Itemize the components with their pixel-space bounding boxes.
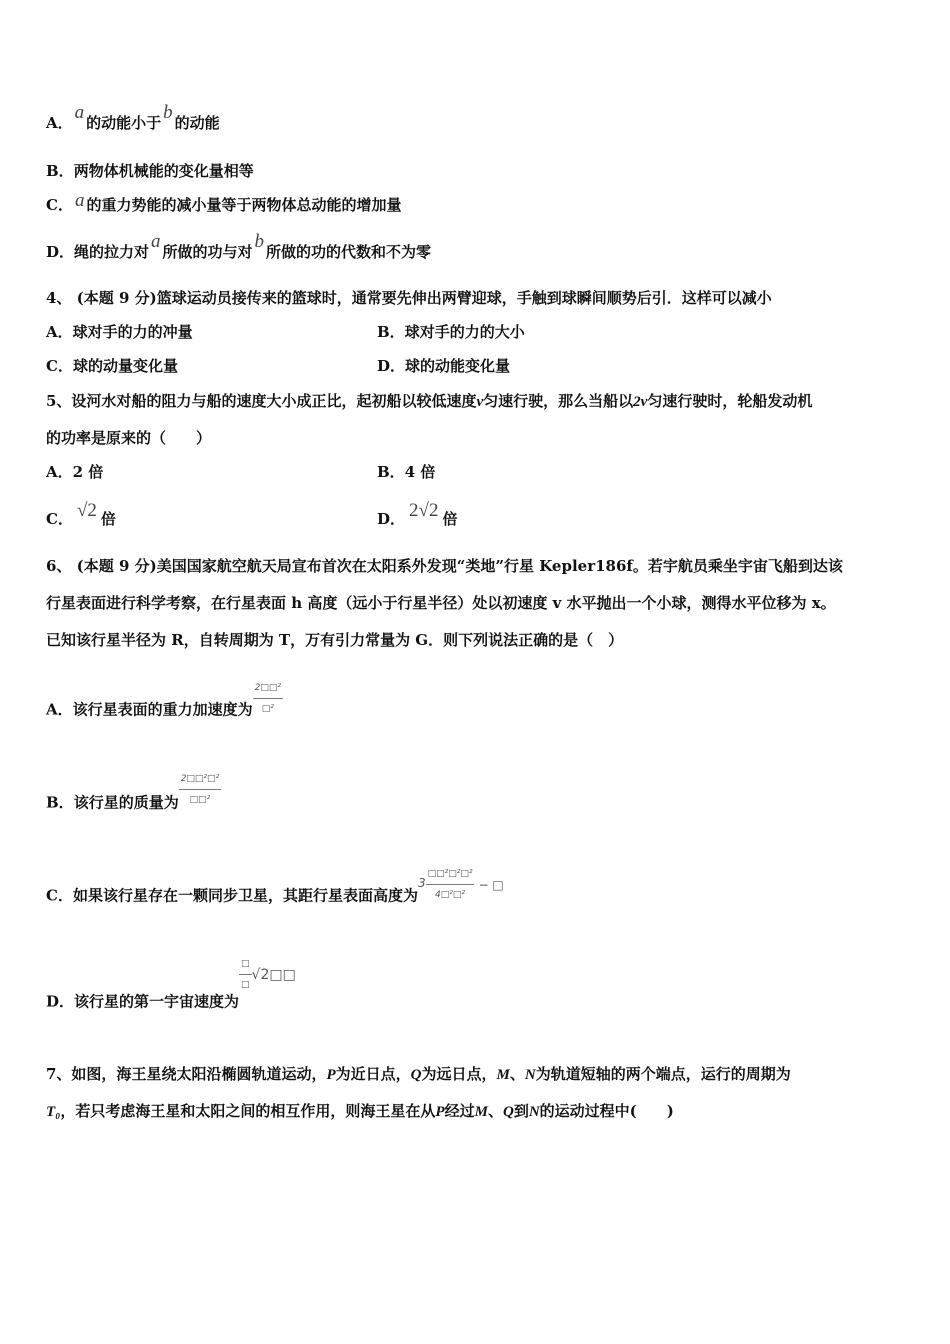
option-text: 4 倍 [404, 463, 436, 481]
option-label: C． [46, 357, 73, 375]
fraction [426, 864, 475, 905]
q6-option-a [46, 683, 283, 731]
option-text: 球对手的力的大小 [404, 323, 525, 341]
q5-option-a [46, 462, 103, 482]
option-text: 该行星表面的重力加速度为 [72, 700, 253, 719]
option-text: 的动能 [174, 114, 220, 132]
math-var: a [74, 102, 85, 123]
sqrt-math: √2□□ [251, 966, 296, 983]
option-label: C． [46, 886, 73, 905]
q3-option-c [46, 190, 402, 215]
option-text: 该行星的第一宇宙速度为 [74, 992, 240, 1011]
option-label: D． [46, 243, 75, 261]
option-text: 绳的拉力对 [74, 243, 150, 261]
option-label: C． [46, 196, 73, 214]
fraction-numerator: □ [239, 954, 252, 975]
q6-option-b [46, 774, 221, 824]
option-label: D． [377, 510, 406, 528]
q3-option-a [46, 102, 220, 133]
q6-stem-line3: 已知该行星半径为 R，自转周期为 T，万有引力常量为 G．则下列说法正确的是（ ） [46, 631, 624, 649]
point-var: N [528, 1104, 540, 1120]
option-label: B． [377, 323, 405, 341]
q7-stem-line1 [46, 1064, 791, 1085]
stem-text: ，若只考虑海王星和太阳之间的相互作用，则海王星在从 [60, 1102, 436, 1120]
point-var: M [496, 1067, 510, 1083]
stem-text: 为近日点， [335, 1065, 411, 1083]
stem-text: 经过 [444, 1102, 475, 1120]
cube-root-index: 3 [417, 875, 426, 890]
fraction-numerator: □□²□²□² [426, 864, 475, 885]
velocity-var: v [476, 394, 484, 410]
option-text: 的动能小于 [86, 114, 162, 132]
option-text: 2 倍 [72, 463, 104, 481]
q4-option-d [377, 356, 510, 376]
fraction [253, 678, 283, 719]
option-label: A． [46, 463, 73, 481]
math-var: b [163, 102, 173, 123]
option-label: B． [46, 793, 74, 812]
velocity-var: 2v [633, 394, 648, 410]
stem-text: 7、如图，海王星绕太阳沿椭圆轨道运动， [46, 1065, 327, 1083]
option-text: 球的动能变化量 [405, 357, 511, 375]
period-var: T₀ [46, 1104, 61, 1120]
fraction-numerator: 2□□² [253, 678, 283, 699]
q7-stem-line2 [46, 1101, 674, 1122]
q6-stem-line1: 6、 (本题 9 分)美国国家航空航天局宣布首次在太阳系外发现“类地”行星 Kepler186f。若宇航员乘坐宇宙飞船到达该 [46, 557, 843, 575]
point-var: Q [502, 1104, 514, 1120]
stem-text: 匀速行驶，那么当船以 [483, 392, 634, 410]
option-text: 球对手的力的冲量 [72, 323, 193, 341]
q5-option-d [377, 500, 458, 529]
q6-option-d [46, 959, 296, 1023]
stem-text: 5、设河水对船的阻力与船的速度大小成正比，起初船以较低速度 [46, 392, 477, 410]
option-text: 所做的功与对 [162, 243, 253, 261]
sqrt-math: 2√2 [409, 500, 439, 521]
option-label: A． [46, 700, 73, 719]
point-var: Q [410, 1067, 422, 1083]
fraction-denominator: □ [241, 980, 250, 990]
q4-option-c [46, 356, 178, 376]
option-text: 球的动量变化量 [72, 357, 178, 375]
option-text: 的重力势能的减小量等于两物体总动能的增加量 [86, 196, 402, 214]
q6-option-c [46, 869, 504, 917]
minus-term: − □ [478, 877, 504, 892]
point-var: P [326, 1067, 336, 1083]
q4-stem: 4、 (本题 9 分)篮球运动员接传来的篮球时，通常要先伸出两臂迎球，手触到球瞬间顺势后引．这样可以减小 [46, 289, 772, 307]
q5-stem-line1 [46, 391, 812, 412]
option-text: 两物体机械能的变化量相等 [73, 162, 254, 180]
option-label: D． [46, 992, 75, 1011]
q4-option-b [377, 322, 525, 342]
point-var: M [474, 1104, 488, 1120]
stem-text: 匀速行驶时，轮船发动机 [647, 392, 813, 410]
option-text: 该行星的质量为 [73, 793, 179, 812]
option-text: 如果该行星存在一颗同步卫星，其距行星表面高度为 [72, 886, 418, 905]
option-label: A． [46, 323, 73, 341]
stem-text: 的运动过程中( ) [539, 1102, 674, 1120]
stem-text: 、 [509, 1065, 525, 1083]
math-var: b [254, 231, 265, 252]
q6-stem-line2: 行星表面进行科学考察，在行星表面 h 高度（远小于行星半径）处以初速度 v 水平抛出一个小球，测得水平位移为 x。 [46, 594, 836, 612]
fraction-denominator: □² [261, 704, 274, 714]
stem-text: 、 [487, 1102, 503, 1120]
option-label: A． [46, 114, 73, 132]
option-label: D． [377, 357, 406, 375]
q5-stem-line2: 的功率是原来的（ ） [46, 429, 212, 447]
fraction-denominator: □□² [189, 795, 211, 805]
option-label: C． [46, 510, 73, 528]
option-label: B． [46, 162, 74, 180]
fraction [179, 769, 221, 810]
q5-option-b [377, 462, 435, 482]
option-text: 倍 [442, 510, 458, 528]
fraction [239, 954, 252, 995]
math-var: a [151, 231, 161, 252]
fraction-denominator: 4□²□² [435, 890, 465, 900]
stem-text: 到 [513, 1102, 529, 1120]
fraction-numerator: 2□□²□² [179, 769, 221, 790]
option-text: 倍 [100, 510, 116, 528]
point-var: P [435, 1104, 445, 1120]
q3-option-b [46, 161, 254, 181]
q3-option-d [46, 231, 432, 262]
stem-text: 为轨道短轴的两个端点，运行的周期为 [535, 1065, 791, 1083]
point-var: N [524, 1067, 536, 1083]
q4-option-a [46, 322, 193, 342]
q5-option-c [46, 500, 116, 529]
option-label: B． [377, 463, 405, 481]
option-text: 所做的功的代数和不为零 [266, 243, 432, 261]
stem-text: 为远日点， [421, 1065, 497, 1083]
sqrt-math: √2 [76, 500, 97, 521]
math-var: a [74, 190, 85, 211]
